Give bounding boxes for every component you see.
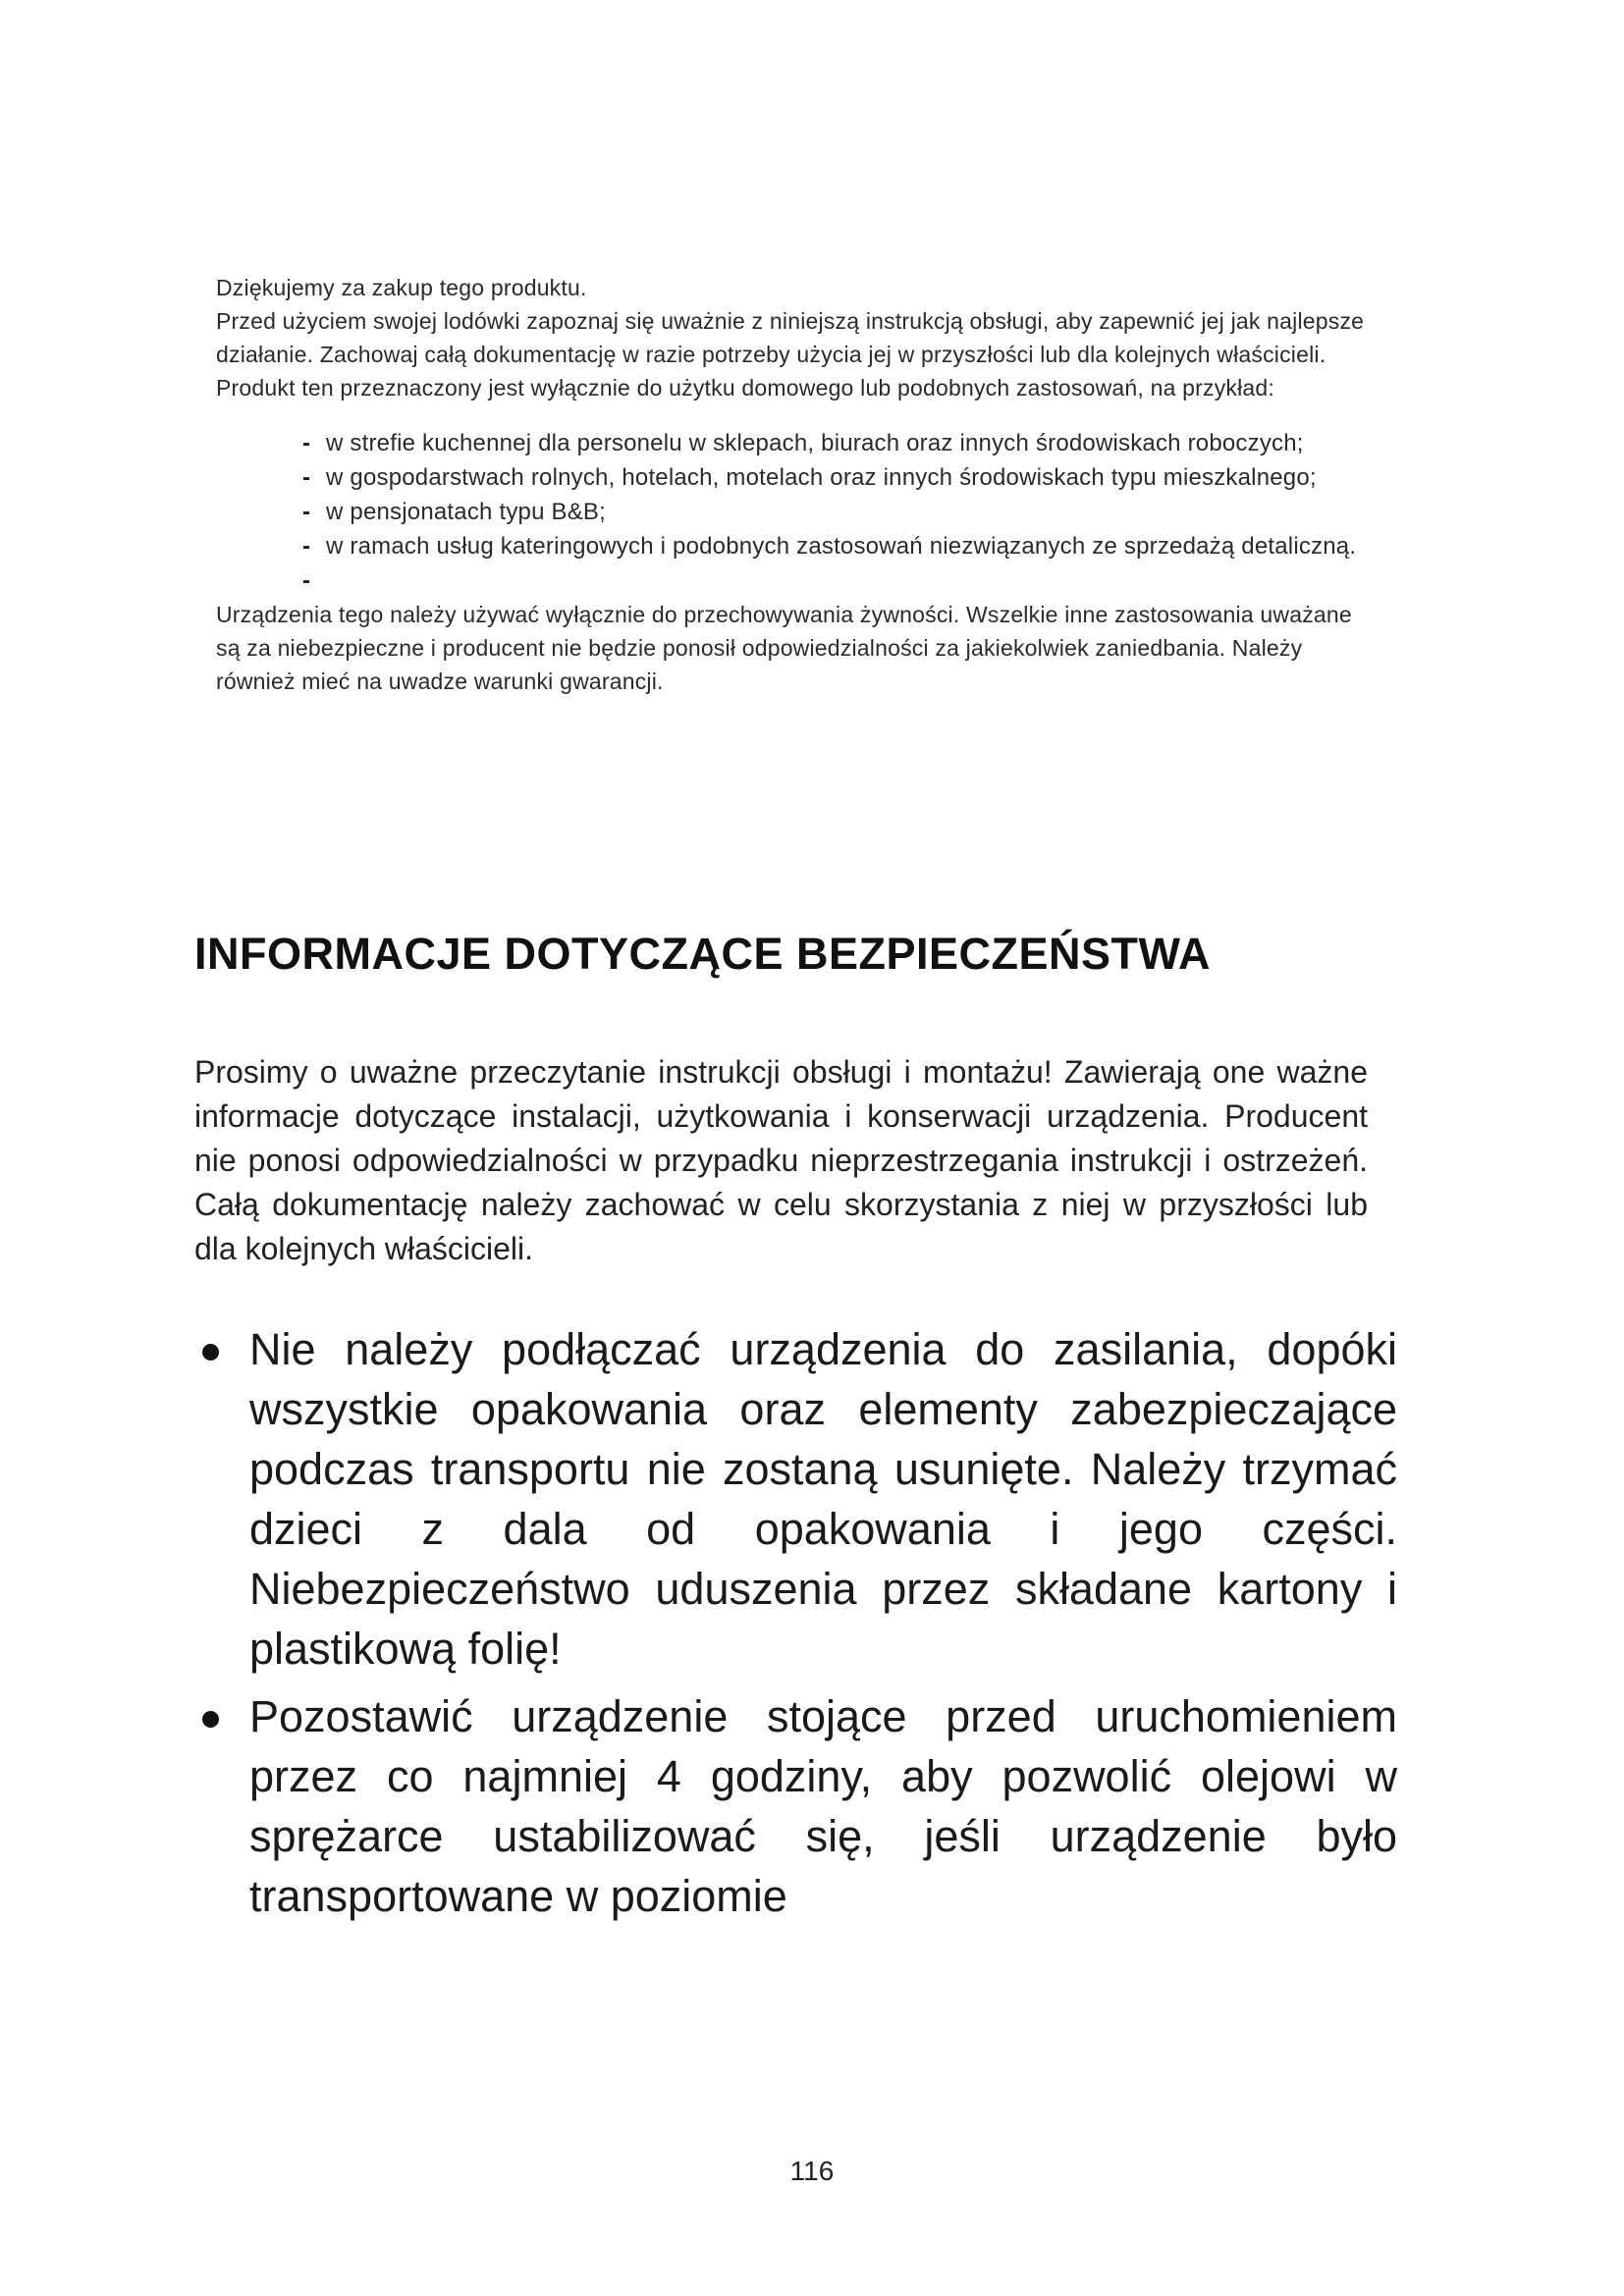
usage-item-empty [310, 563, 1365, 598]
usage-item: - w strefie kuchennej dla personelu w sklepach, biurach oraz innych środowiskach roboczych; [310, 426, 1365, 460]
safety-intro: Prosimy o uważne przeczytanie instrukcji obsługi i montażu! Zawierają one ważne informacje dotyczące instalacji, użytkowania i konserwacji urządzenia. Producent nie ponosi odpowiedzialności w przypadku nieprzestrzegania instrukcji i ostrzeżeń. Całą dokumentację należy zachować w celu skorzystania z niej w przyszłości lub dla kolejnych właścicieli. [194, 1054, 1368, 1266]
usage-restriction: Urządzenia tego należy używać wyłącznie do przechowywania żywności. Wszelkie inne zastosowania uważane są za niebezpieczne i producent nie będzie ponosił odpowiedzialności za jakiekolwiek zaniedbania. Należy również mieć na uwadze warunki gwarancji. [216, 602, 1352, 694]
safety-item-text: Pozostawić urządzenie stojące przed uruchomieniem przez co najmniej 4 godziny, aby pozwolić olejowi w sprężarce ustabilizować się, jeśli urządzenie było transportowane w poziomie [249, 1691, 1397, 1921]
usage-item: - w ramach usług kateringowych i podobnych zastosowań niezwiązanych ze sprzedażą detaliczną. [310, 529, 1365, 563]
safety-item [194, 1319, 1397, 1679]
safety-list [194, 1319, 1397, 1934]
intro-section [216, 271, 1365, 698]
intro-thanks: Dziękujemy za zakup tego produktu. [216, 275, 587, 300]
page-number: 116 [789, 2156, 835, 2186]
intro-instructions: Przed użyciem swojej lodówki zapoznaj się uważnie z niniejszą instrukcją obsługi, aby zapewnić jej jak najlepsze działanie. Zachowaj całą dokumentację w razie potrzeby użycia jej w przyszłości lub dla kolejnych właścicieli. Produkt ten przeznaczony jest wyłącznie do użytku domowego lub podobnych zastosowań, na przykład: [216, 308, 1365, 400]
safety-item-text: Nie należy podłączać urządzenia do zasilania, dopóki wszystkie opakowania oraz elementy zabezpieczające podczas transportu nie zostaną usunięte. Należy trzymać dzieci z dala od opakowania i jego części. Niebezpieczeństwo uduszenia przez składane kartony i plastikową folię! [249, 1324, 1397, 1674]
bullet-dot-icon [202, 1711, 219, 1728]
usage-item: - w pensjonatach typu B&B; [310, 495, 1365, 529]
usage-item: - w gospodarstwach rolnych, hotelach, motelach oraz innych środowiskach typu mieszkalnego; [310, 460, 1365, 495]
usage-list [216, 426, 1365, 598]
bullet-dot-icon [202, 1344, 219, 1361]
safety-item [194, 1686, 1397, 1926]
safety-heading: INFORMACJE DOTYCZĄCE BEZPIECZEŃSTWA [194, 929, 1212, 979]
